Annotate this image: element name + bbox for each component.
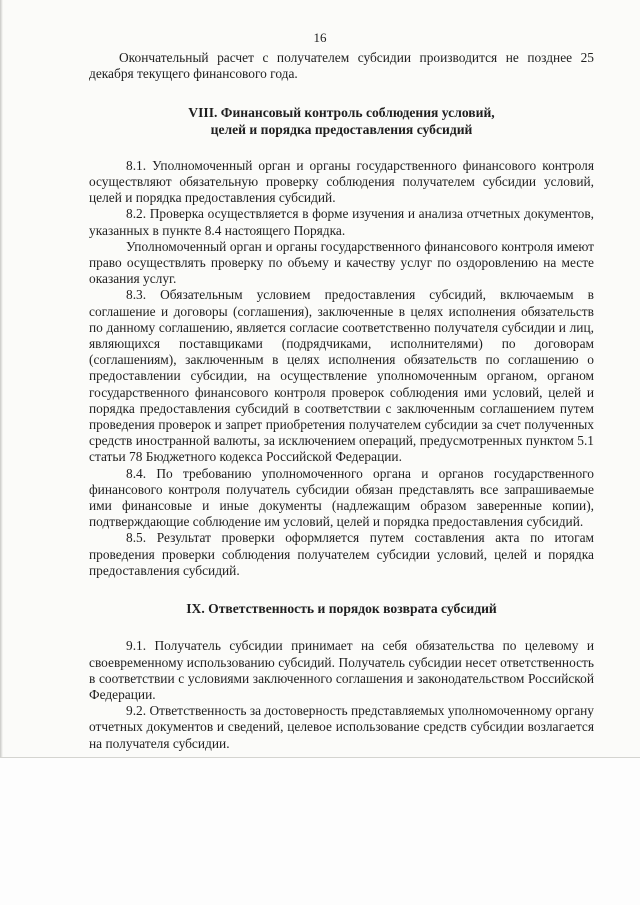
paragraph-8-1: 8.1. Уполномоченный орган и органы государственного финансового контроля осуществляют обязательную проверку соблюдения получателем субсидии условий, целей и порядка предоставления субсидий. bbox=[89, 157, 594, 206]
page-number: 16 bbox=[313, 30, 327, 45]
paragraph-8-2: 8.2. Проверка осуществляется в форме изучения и анализа отчетных документов, указанных в пункте 8.4 настоящего Порядка. bbox=[89, 206, 594, 238]
scan-edge-shadow bbox=[0, 0, 3, 757]
section-9-heading: IX. Ответственность и порядок возврата субсидий bbox=[186, 601, 497, 617]
intro-paragraph: Окончательный расчет с получателем субсидии производится не позднее 25 декабря текущего финансового года. bbox=[89, 50, 594, 82]
section-8-title-line-2: целей и порядка предоставления субсидий bbox=[210, 121, 473, 137]
document-body bbox=[89, 50, 594, 752]
section-8-title-line-1: VIII. Финансовый контроль соблюдения условий, bbox=[188, 105, 495, 121]
paragraph-9-2: 9.2. Ответственность за достоверность представляемых уполномоченному органу отчетных документов и сведений, целевое использование средств субсидии возлагается на получателя субсидии. bbox=[89, 703, 594, 751]
section-8-heading bbox=[89, 105, 594, 137]
paragraph-8-2-continued: Уполномоченный орган и органы государственного финансового контроля имеют право осуществлять проверку по объему и качеству услуг по оздоровлению на месте оказания услуг. bbox=[89, 238, 594, 287]
paragraph-8-3: 8.3. Обязательным условием предоставления субсидий, включаемым в соглашение и договоры (соглашения), заключенные в целях исполнения обязательств по данному соглашению, является согласие соответственно получателя субсидии и лиц, являющихся поставщиками (подрядчиками, исполнителями) по договорам (соглашениям), заключенным в целях исполнения обязательств по соглашению о предоставлении субсидии, на осуществление уполномоченным органом, органом государственного финансового контроля проверок соблюдения ими условий, целей и порядка предоставления субсидий в соответствии с заключенным соглашением путем проведения проверок и запрет приобретения получателем субсидии за счет полученных средств иностранной валюты, за исключением операций, предусмотренных пунктом 5.1 статьи 78 Бюджетного кодекса Российской Федерации. bbox=[89, 287, 594, 465]
paragraph-8-5: 8.5. Результат проверки оформляется путем составления акта по итогам проведения проверки соблюдения получателем субсидии условий, целей и порядка предоставления субсидий. bbox=[89, 530, 594, 578]
paragraph-8-4: 8.4. По требованию уполномоченного органа и органов государственного финансового контроля получатель субсидии обязан представлять все запрашиваемые ими финансовые и иные документы (надлежащим образом заверенные копии), подтверждающие соблюдение им условий, целей и порядка предоставления субсидий. bbox=[89, 465, 594, 530]
blank-scan-area bbox=[0, 758, 640, 905]
paragraph-9-1: 9.1. Получатель субсидии принимает на себя обязательства по целевому и своевременному использованию субсидий. Получатель субсидии несет ответственность в соответствии с условиями заключенного соглашения и законодательством Российской Федерации. bbox=[89, 638, 594, 702]
